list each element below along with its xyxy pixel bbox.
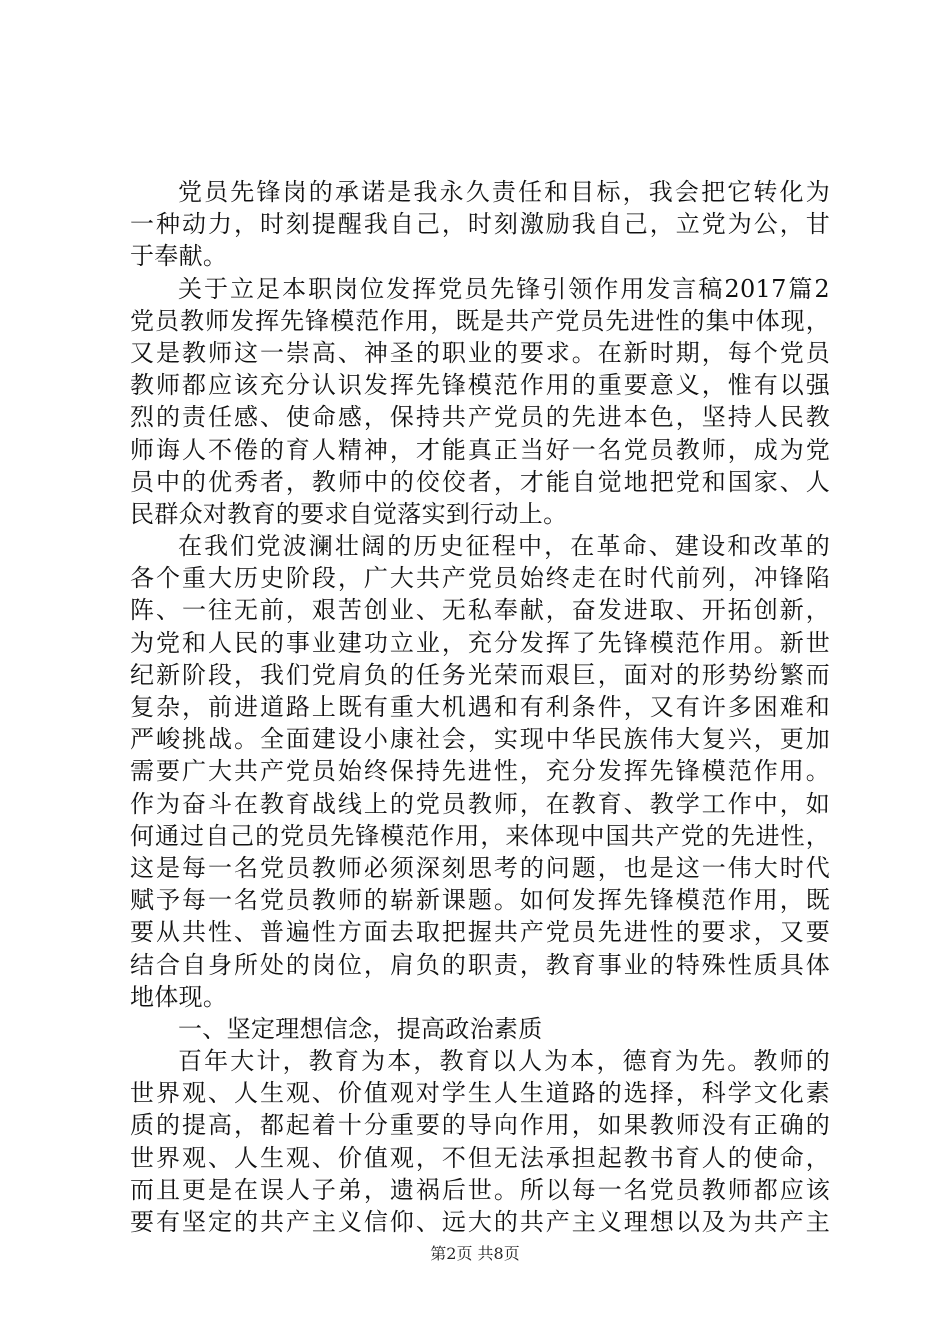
- section-title-line: 关于立足本职岗位发挥党员先锋引领作用发言稿2017篇2: [178, 274, 830, 303]
- text-line: 一种动力，时刻提醒我自己，时刻激励我自己，立党为公，甘: [130, 210, 830, 239]
- text-line: 需要广大共产党员始终保持先进性，充分发挥先锋模范作用。: [130, 757, 830, 786]
- text-line: 党员教师发挥先锋模范作用，既是共产党员先进性的集中体现，: [130, 306, 830, 335]
- text-line: 民群众对教育的要求自觉落实到行动上。: [130, 499, 568, 528]
- text-line: 教师都应该充分认识发挥先锋模范作用的重要意义，惟有以强: [130, 371, 830, 400]
- text-line: 何通过自己的党员先锋模范作用，来体现中国共产党的先进性，: [130, 821, 830, 850]
- text-line: 赋予每一名党员教师的崭新课题。如何发挥先锋模范作用，既: [130, 886, 830, 915]
- text-line: 严峻挑战。全面建设小康社会，实现中华民族伟大复兴，更加: [130, 725, 830, 754]
- text-line: 世界观、人生观、价值观对学生人生道路的选择，科学文化素: [130, 1079, 830, 1108]
- text-line: 世界观、人生观、价值观，不但无法承担起教书育人的使命，: [130, 1143, 830, 1172]
- text-line: 要有坚定的共产主义信仰、远大的共产主义理想以及为共产主: [130, 1208, 830, 1236]
- text-line: 各个重大历史阶段，广大共产党员始终走在时代前列，冲锋陷: [130, 564, 830, 593]
- text-line: 又是教师这一崇高、神圣的职业的要求。在新时期，每个党员: [130, 338, 830, 367]
- text-line: 百年大计，教育为本，教育以人为本，德育为先。教师的: [178, 1047, 830, 1076]
- section-heading: 一、坚定理想信念，提高政治素质: [178, 1014, 543, 1043]
- text-line: 质的提高，都起着十分重要的导向作用，如果教师没有正确的: [130, 1111, 830, 1140]
- document-body: [130, 176, 830, 1238]
- text-line: 地体现。: [130, 982, 228, 1011]
- text-line: 复杂，前进道路上既有重大机遇和有利条件，又有许多困难和: [130, 693, 830, 721]
- page-number-footer: 第2页 共8页: [430, 1244, 520, 1263]
- text-line: 而且更是在误人子弟，遗祸后世。所以每一名党员教师都应该: [130, 1175, 830, 1204]
- text-line: 于奉献。: [130, 242, 228, 271]
- text-line: 阵、一往无前，艰苦创业、无私奉献，奋发进取、开拓创新，: [130, 596, 830, 625]
- text-line: 员中的优秀者，教师中的佼佼者，才能自觉地把党和国家、人: [130, 467, 830, 496]
- text-line: 为党和人民的事业建功立业，充分发挥了先锋模范作用。新世: [130, 628, 830, 657]
- text-line: 要从共性、普遍性方面去取把握共产党员先进性的要求，又要: [130, 918, 830, 947]
- text-line: 党员先锋岗的承诺是我永久责任和目标，我会把它转化为: [178, 178, 830, 206]
- text-line: 在我们党波澜壮阔的历史征程中，在革命、建设和改革的: [178, 532, 830, 561]
- text-line: 烈的责任感、使命感，保持共产党员的先进本色，坚持人民教: [130, 403, 830, 432]
- text-line: 结合自身所处的岗位，肩负的职责，教育事业的特殊性质具体: [130, 950, 830, 979]
- text-line: 纪新阶段，我们党肩负的任务光荣而艰巨，面对的形势纷繁而: [130, 660, 830, 689]
- text-line: 师诲人不倦的育人精神，才能真正当好一名党员教师，成为党: [130, 435, 830, 464]
- text-line: 这是每一名党员教师必须深刻思考的问题，也是这一伟大时代: [130, 853, 830, 882]
- text-line: 作为奋斗在教育战线上的党员教师，在教育、教学工作中，如: [130, 789, 830, 818]
